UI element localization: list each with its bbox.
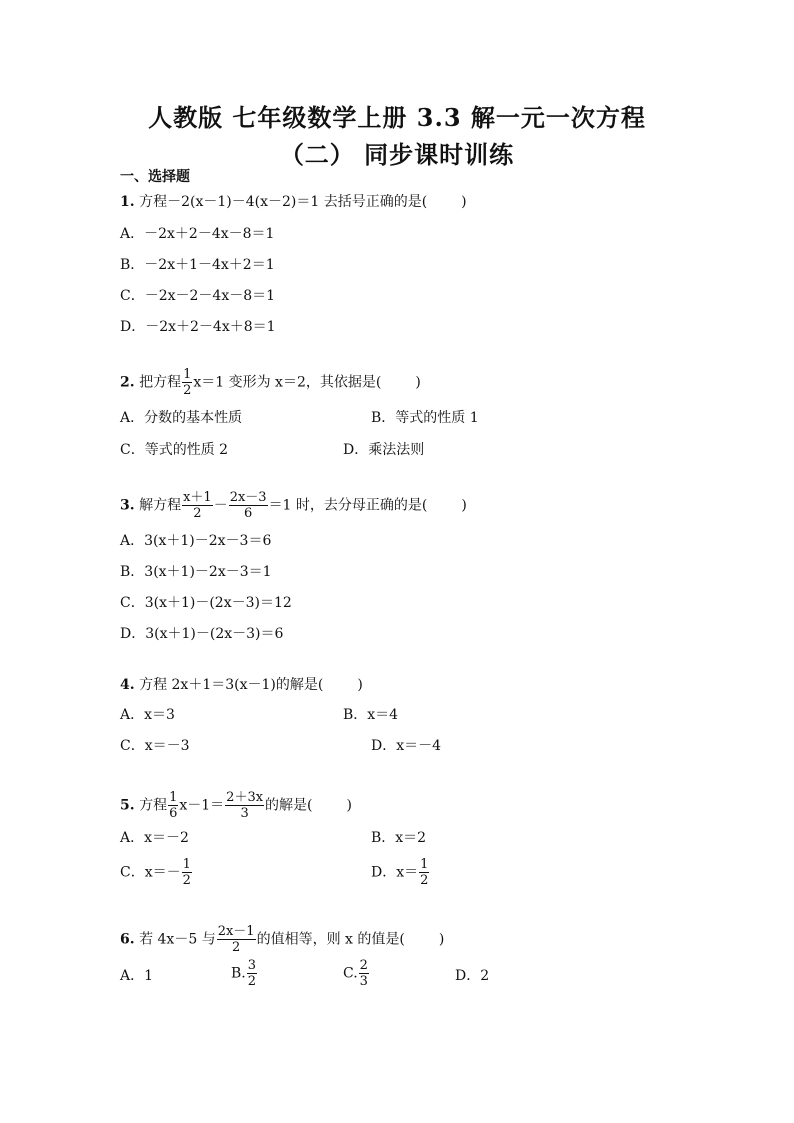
option-b: B．3(x＋1)－2x－3＝1 <box>120 564 272 580</box>
question-text-pre: 若 4x－5 与 <box>139 931 216 948</box>
fraction-denominator: 2 <box>182 873 191 888</box>
question-1 <box>120 192 467 212</box>
paren-close: ) <box>357 677 363 693</box>
fraction <box>359 958 369 989</box>
page-title-line1: 人教版 七年级数学上册 3.3 解一元一次方程 <box>148 103 646 132</box>
fraction-denominator: 2 <box>193 506 202 521</box>
paren-close: ) <box>346 797 352 814</box>
option-a: A．1 <box>120 968 154 984</box>
option-a: A．－2x＋2－4x－8＝1 <box>120 226 275 242</box>
question-number: 4. <box>120 677 135 693</box>
option-b: B．等式的性质 1 <box>371 410 479 426</box>
paren-close: ) <box>461 194 467 210</box>
fraction-denominator: 3 <box>240 806 249 821</box>
fraction-numerator: 1 <box>182 857 191 872</box>
question-6 <box>120 924 444 955</box>
option-c: C．－2x－2－4x－8＝1 <box>120 288 276 304</box>
option-c-text: C. <box>343 965 358 982</box>
option-b <box>231 958 258 989</box>
option-d: D．乘法法则 <box>343 442 425 458</box>
question-text: 方程 2x＋1＝3(x－1)的解是( <box>139 677 324 693</box>
fraction-1 <box>182 490 213 521</box>
fraction-numerator: x＋1 <box>183 490 212 505</box>
fraction-numerator: 1 <box>420 857 429 872</box>
fraction-numerator: 2x－1 <box>217 924 255 939</box>
option-b: B．－2x＋1－4x＋2＝1 <box>120 257 275 273</box>
fraction <box>182 857 192 888</box>
question-text-pre: 把方程 <box>139 374 182 391</box>
question-2 <box>120 367 421 398</box>
option-a: A．x＝－2 <box>120 830 189 846</box>
paren-close: ) <box>461 497 467 514</box>
question-text-pre: 解方程 <box>139 497 182 514</box>
question-text: 方程－2(x－1)－4(x－2)＝1 去括号正确的是( <box>139 194 428 210</box>
fraction-numerator: 2＋3x <box>226 790 264 805</box>
fraction-denominator: 3 <box>359 974 368 989</box>
question-3 <box>120 490 467 521</box>
section-heading: 一、选择题 <box>120 169 190 185</box>
question-text-post: ＝1 时，去分母正确的是( <box>268 497 428 514</box>
question-text-mid: x－1＝ <box>179 797 225 814</box>
option-b: B．x＝4 <box>343 707 399 723</box>
option-c: C．x＝－3 <box>120 738 190 754</box>
fraction <box>419 857 429 888</box>
option-b: B．x＝2 <box>371 830 427 846</box>
fraction-denominator: 2 <box>247 974 257 989</box>
fraction-denominator: 6 <box>169 806 178 821</box>
fraction-numerator: 1 <box>169 790 178 805</box>
option-c <box>120 857 193 888</box>
option-d <box>371 857 430 888</box>
paren-close: ) <box>415 374 421 391</box>
question-number: 5. <box>120 797 135 814</box>
question-5 <box>120 790 352 821</box>
option-d: D．－2x＋2－4x＋8＝1 <box>120 319 276 335</box>
fraction <box>182 367 192 398</box>
option-c: C．3(x＋1)－(2x－3)＝12 <box>120 595 292 611</box>
option-b-text: B. <box>231 965 246 982</box>
option-c: C．等式的性质 2 <box>120 442 229 458</box>
option-d-text: D．x＝ <box>371 864 419 881</box>
page-title-line2: （二） 同步课时训练 <box>279 140 515 169</box>
option-a: A．x＝3 <box>120 707 175 723</box>
question-number: 6. <box>120 931 135 948</box>
question-number: 3. <box>120 497 135 514</box>
fraction-denominator: 2 <box>183 383 192 398</box>
fraction-2 <box>225 790 264 821</box>
option-a: A．3(x＋1)－2x－3＝6 <box>120 533 272 549</box>
question-text-pre: 方程 <box>139 797 168 814</box>
minus-sign: － <box>213 497 228 514</box>
option-d: D．x＝－4 <box>371 738 442 754</box>
option-c-text: C．x＝－ <box>120 864 181 881</box>
question-number: 2. <box>120 374 135 391</box>
option-d: D．2 <box>455 968 490 984</box>
fraction-numerator: 2x－3 <box>229 490 267 505</box>
fraction <box>247 958 257 989</box>
option-c <box>343 958 370 989</box>
paren-close: ) <box>438 931 445 948</box>
option-a: A．分数的基本性质 <box>120 410 243 426</box>
fraction-numerator: 3 <box>247 958 257 973</box>
fraction-denominator: 6 <box>243 506 253 521</box>
fraction <box>217 924 256 955</box>
fraction-numerator: 1 <box>183 367 192 382</box>
question-number: 1. <box>120 194 135 210</box>
option-d: D．3(x＋1)－(2x－3)＝6 <box>120 626 284 642</box>
fraction-numerator: 2 <box>359 958 368 973</box>
question-4 <box>120 675 363 695</box>
question-text-post: x＝1 变形为 x＝2，其依据是( <box>193 374 382 391</box>
fraction-denominator: 2 <box>420 873 429 888</box>
question-text-post: 的值相等，则 x 的值是( <box>256 931 405 948</box>
fraction-2 <box>229 490 268 521</box>
question-text-post: 的解是( <box>265 797 313 814</box>
fraction-1 <box>168 790 178 821</box>
fraction-denominator: 2 <box>232 940 241 955</box>
